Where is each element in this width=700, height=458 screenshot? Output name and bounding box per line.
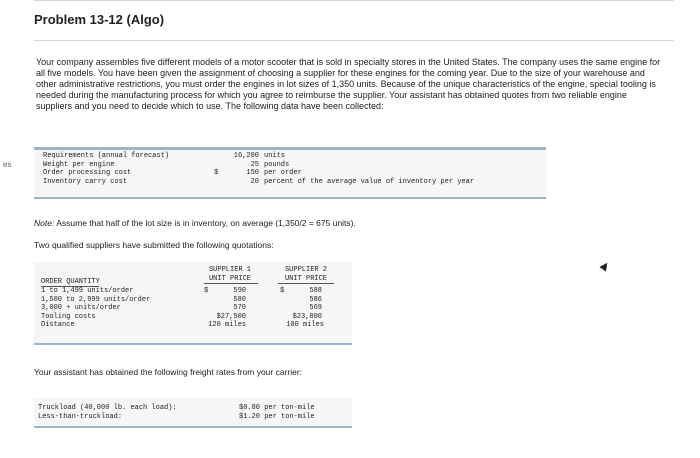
supplier1-header-name: SUPPLIER 1 [208, 266, 251, 274]
req-value-3: 20 [250, 177, 259, 186]
problem-title: Problem 13-12 (Algo) [34, 12, 165, 27]
order-quantity-header: ORDER QUANTITY [41, 278, 100, 286]
edge-mark: es [3, 160, 12, 169]
s2-tooling: $23,800 [292, 312, 322, 321]
quote-label-4: Distance [41, 321, 75, 330]
s1-price-2: 570 [233, 304, 246, 313]
req-unit-3: percent of the average value of inventory per year [264, 177, 475, 186]
top-divider [34, 0, 674, 1]
req-value-2: 150 [246, 169, 259, 178]
s2-price-1: 586 [309, 295, 322, 304]
panel-top-rule [34, 147, 546, 150]
panel-bottom-rule [34, 197, 546, 199]
supplier2-header-price: UNIT PRICE [284, 274, 327, 283]
req-unit-0: units [264, 152, 286, 160]
s2-currency-0: $ [280, 287, 285, 295]
freight-rate-0: $0.80 per ton-mile [239, 404, 315, 412]
supplier1-header-rule [204, 283, 258, 284]
quote-label-1: 1,500 to 2,999 units/order [41, 295, 151, 304]
supplier2-header-name: SUPPLIER 2 [284, 266, 327, 274]
s2-price-0: 588 [309, 287, 322, 295]
intro-paragraph: Your company assembles five different models of a motor scooter that is sold in specialty stores in the United States. The company uses the same engine for all five models. You have been given the assignment of choosing a supplier for these engines for the coming year. Due to the size of your warehouse and other administrative restrictions, you must order the engines in lot sizes of 1,350 units. Because of the unique characteristics of the engine, special tooling is needed during the manufacturing process for which you agree to reimburse the supplier. Your assistant has obtained quotes from two reliable engine suppliers and you need to decide which to use. The following data have been collected: [36, 57, 661, 111]
note-prefix: Note: [34, 218, 55, 228]
req-label-3: Inventory carry cost [43, 177, 128, 186]
supplier2-header-rule [278, 283, 334, 284]
req-unit-1: pounds [264, 160, 290, 169]
quote-label-3: Tooling costs [41, 312, 96, 321]
panel-bottom-rule [34, 343, 352, 345]
s2-price-2: 569 [309, 304, 322, 313]
quote-label-0: 1 to 1,499 units/order [41, 287, 134, 295]
supplier1-header-price: UNIT PRICE [208, 274, 251, 283]
quotations-panel [34, 262, 352, 345]
note-line [34, 218, 356, 228]
s1-distance: 120 miles [208, 321, 246, 330]
req-label-1: Weight per engine [43, 160, 115, 169]
s1-price-1: 580 [233, 295, 246, 304]
s2-distance: 100 miles [286, 321, 324, 330]
mouse-cursor-icon [599, 260, 610, 271]
req-value-1: 25 [250, 160, 259, 169]
quotations-intro: Two qualified suppliers have submitted the following quotations: [34, 240, 274, 250]
quote-label-2: 3,000 + units/order [41, 304, 121, 313]
s1-price-0: 590 [233, 287, 246, 295]
freight-intro: Your assistant has obtained the following freight rates from your carrier: [34, 367, 303, 377]
req-unit-2: per order [264, 169, 302, 178]
req-label-2: Order processing cost [43, 169, 132, 178]
requirements-panel [34, 147, 546, 199]
freight-rate-1: $1.20 per ton-mile [239, 412, 315, 421]
freight-label-1: Less-than-truckload: [38, 412, 123, 421]
freight-label-0: Truckload (40,000 lb. each load): [38, 404, 177, 412]
freight-panel [34, 398, 352, 428]
note-text: Assume that half of the lot size is in inventory, on average (1,350/2 = 675 units). [54, 218, 356, 228]
req-label-0: Requirements (annual forecast) [43, 152, 170, 160]
s1-currency-0: $ [204, 287, 209, 295]
title-divider [34, 40, 674, 41]
req-value-0: 16,200 [233, 152, 259, 160]
panel-bottom-rule [34, 426, 352, 428]
req-currency-2: $ [214, 169, 219, 178]
s1-tooling: $27,500 [216, 312, 246, 321]
